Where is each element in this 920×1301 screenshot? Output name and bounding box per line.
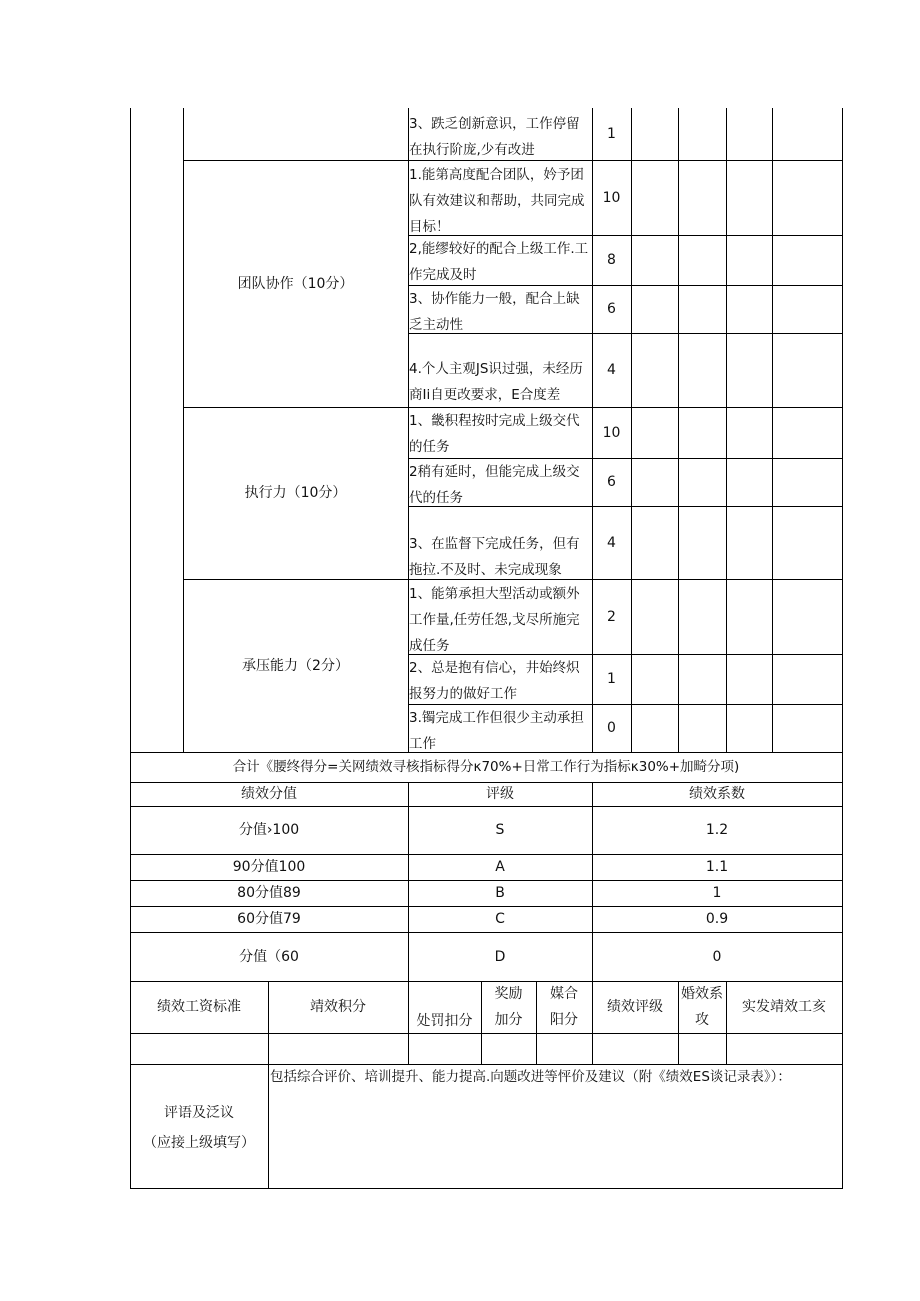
grade-score: 分值›100 <box>238 822 300 838</box>
criterion-score: 1 <box>607 671 616 687</box>
comments-label: 评语及泛议 （应接上级填写） <box>143 1105 255 1151</box>
criterion-text: 3、协作能力一般，配合上缺乏主动性 <box>409 291 580 333</box>
grade-level: A <box>495 859 505 875</box>
grade-header-level: 评级 <box>486 786 514 802</box>
grade-coefficient: 1 <box>712 885 722 901</box>
criterion-score: 6 <box>607 474 616 490</box>
grade-level: B <box>495 885 505 901</box>
criterion-score: 0 <box>607 720 616 736</box>
criterion-text: 3.镯完成工作但很少主动承担工作 <box>409 710 584 752</box>
criterion-text: 1、畿积程按时完成上级交代的任务 <box>409 413 580 455</box>
criterion-text: 2,能缪较好的配合上级工作.工作完成及时 <box>409 241 589 283</box>
criterion-text: 3、在监督下完成任务，但有拖拉.不及时、未完成现象 <box>409 536 580 578</box>
grade-score: 分值（60 <box>239 948 299 965</box>
pay-header-penalty: 处罚扣分 <box>416 1013 473 1029</box>
criterion-score: 4 <box>607 362 616 378</box>
grade-score: 80分值89 <box>237 885 301 901</box>
grade-coefficient: 0.9 <box>705 911 729 927</box>
grade-coefficient: 1.2 <box>705 822 729 838</box>
grade-level: C <box>495 911 505 927</box>
criterion-score: 6 <box>607 301 616 317</box>
criterion-text: 1、能第承担大型活动或额外工作量,任劳任怨,戈尽所施完成任务 <box>409 586 580 653</box>
grade-coefficient: 0 <box>712 948 722 965</box>
criterion-text: 1.能第高度配合团队，妗予团队有效建议和帮助，共同完成目标！ <box>409 167 585 234</box>
criterion-score: 1 <box>607 126 616 142</box>
grade-level: S <box>495 822 505 838</box>
grade-score: 90分值100 <box>232 859 306 875</box>
criterion-score: 4 <box>607 534 616 551</box>
pay-header-actual: 实发靖效工亥 <box>742 999 826 1015</box>
criterion-score: 8 <box>607 252 616 268</box>
category-teamwork: 团队协作（10分） <box>237 275 354 292</box>
pay-header-combined: 媒合 阳分 <box>550 986 578 1028</box>
grade-header-coefficient: 绩效系数 <box>689 786 745 802</box>
criterion-score: 10 <box>602 189 621 206</box>
grade-level: D <box>494 948 506 965</box>
criterion-score: 2 <box>607 608 616 625</box>
criterion-text: 3、跌乏创新意识，工作停留在执行阶庞,少有改进 <box>409 116 580 158</box>
total-formula: 合计《腰终得分=关网绩效寻核指标得分κ70%+日常工作行为指标κ30%+加畸分项) <box>232 759 740 775</box>
criterion-text: 2、总是抱有信心，井始终炽报努力的做好工作 <box>409 660 580 702</box>
category-execution: 执行力（10分） <box>244 485 347 501</box>
criterion-text: 4.个人主观JS识过强，未经历商Ii自更改要求，E合度差 <box>409 361 583 403</box>
pay-header-standard: 绩效工资标准 <box>157 999 241 1015</box>
grade-coefficient: 1.1 <box>705 859 729 875</box>
grade-header-score: 绩效分值 <box>241 786 297 802</box>
pay-header-rating: 绩效评级 <box>607 999 663 1015</box>
grade-score: 60分值79 <box>237 911 301 927</box>
criterion-score: 10 <box>602 424 621 441</box>
comments-content[interactable]: 包括综合评价、培训提升、能力提高.向题改进等怦价及建议（附《绩效ES谈记录表》）： <box>270 1069 791 1085</box>
criterion-text: 2稍有延时，但能完成上级交代的任务 <box>409 464 580 506</box>
pay-header-bonus: 奖励 加分 <box>494 986 523 1028</box>
category-pressure: 承压能力（2分） <box>242 657 349 674</box>
pay-header-coefficient: 婚效系 攻 <box>681 986 723 1028</box>
pay-header-points: 靖效积分 <box>310 999 366 1015</box>
